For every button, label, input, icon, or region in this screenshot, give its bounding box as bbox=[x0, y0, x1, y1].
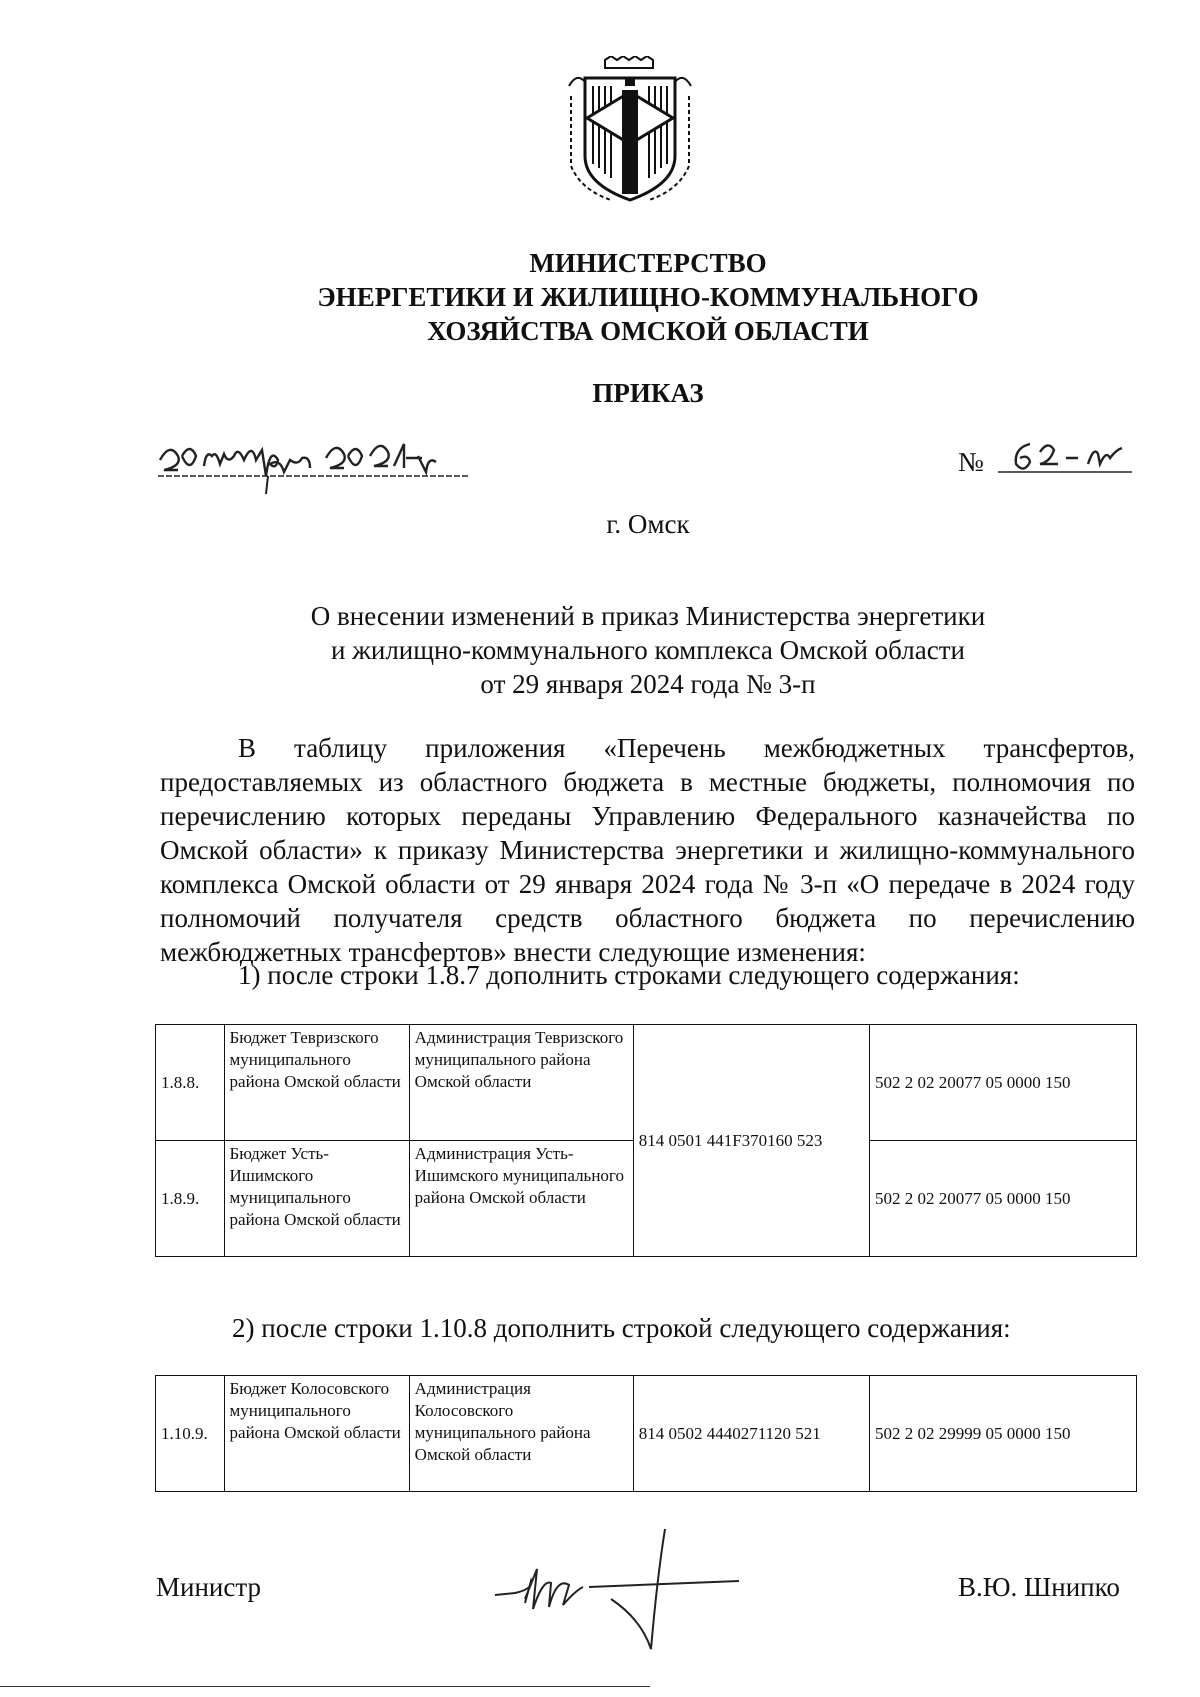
administrator-name: Администрация Тевризского муниципального района Омской области bbox=[409, 1025, 633, 1141]
amendment-table-2 bbox=[155, 1375, 1137, 1492]
handwritten-signature bbox=[485, 1525, 755, 1655]
ministry-line-3: ХОЗЯЙСТВА ОМСКОЙ ОБЛАСТИ bbox=[427, 316, 869, 346]
budget-name: Бюджет Тевризского муниципального района Омской области bbox=[224, 1025, 409, 1141]
administrator-name: Администрация Колосовского муниципального района Омской области bbox=[409, 1376, 633, 1492]
signatory-role: Министр bbox=[156, 1572, 261, 1602]
ministry-line-1: МИНИСТЕРСТВО bbox=[529, 248, 767, 278]
administrator-name: Администрация Усть-Ишимского муниципального района Омской области bbox=[409, 1141, 633, 1257]
amendment-table-1 bbox=[155, 1024, 1137, 1257]
row-number: 1.8.8. bbox=[156, 1025, 225, 1141]
expense-code: 814 0502 4440271120 521 bbox=[633, 1376, 869, 1492]
order-body bbox=[160, 731, 1135, 969]
amendment-item-2: 2) после строки 1.10.8 дополнить строкой следующего содержания: bbox=[232, 1313, 1011, 1343]
revenue-code: 502 2 02 29999 05 0000 150 bbox=[869, 1376, 1136, 1492]
expense-code: 814 0501 441F370160 523 bbox=[633, 1025, 869, 1257]
handwritten-date bbox=[156, 430, 486, 494]
number-label: № bbox=[958, 447, 984, 477]
ministry-title bbox=[150, 246, 1146, 348]
body-paragraph: В таблицу приложения «Перечень межбюджетных трансфертов, предоставляемых из областного бюджета в местные бюджеты, полномочия по перечислению которых переданы Управлению Федерального казначейства по Омской области» к приказу Министерства энергетики и жилищно-коммунального комплекса Омской области от 29 января 2024 года № 3-п «О передаче в 2024 году полномочий получателя средств областного бюджета по перечислению межбюджетных трансфертов» внести следующие изменения: bbox=[160, 733, 1135, 967]
row-number: 1.10.9. bbox=[156, 1376, 225, 1492]
ministry-line-2: ЭНЕРГЕТИКИ И ЖИЛИЩНО-КОММУНАЛЬНОГО bbox=[317, 282, 979, 312]
document-type: ПРИКАЗ bbox=[592, 378, 704, 408]
subject-line-2: и жилищно-коммунального комплекса Омской области bbox=[331, 635, 965, 665]
table-row bbox=[156, 1376, 1137, 1492]
coat-of-arms-emblem bbox=[565, 56, 695, 206]
order-subject bbox=[150, 599, 1146, 701]
revenue-code: 502 2 02 20077 05 0000 150 bbox=[869, 1141, 1136, 1257]
budget-name: Бюджет Усть-Ишимского муниципального района Омской области bbox=[224, 1141, 409, 1257]
subject-line-1: О внесении изменений в приказ Министерства энергетики bbox=[310, 601, 986, 631]
city: г. Омск bbox=[606, 509, 690, 539]
bottom-rule bbox=[0, 1686, 650, 1687]
subject-line-3: от 29 января 2024 года № 3-п bbox=[480, 669, 816, 699]
signatory-name: В.Ю. Шнипко bbox=[958, 1572, 1120, 1602]
row-number: 1.8.9. bbox=[156, 1141, 225, 1257]
table-row bbox=[156, 1025, 1137, 1141]
revenue-code: 502 2 02 20077 05 0000 150 bbox=[869, 1025, 1136, 1141]
handwritten-number bbox=[994, 432, 1134, 480]
budget-name: Бюджет Колосовского муниципального района Омской области bbox=[224, 1376, 409, 1492]
amendment-item-1: 1) после строки 1.8.7 дополнить строками следующего содержания: bbox=[238, 960, 1020, 990]
